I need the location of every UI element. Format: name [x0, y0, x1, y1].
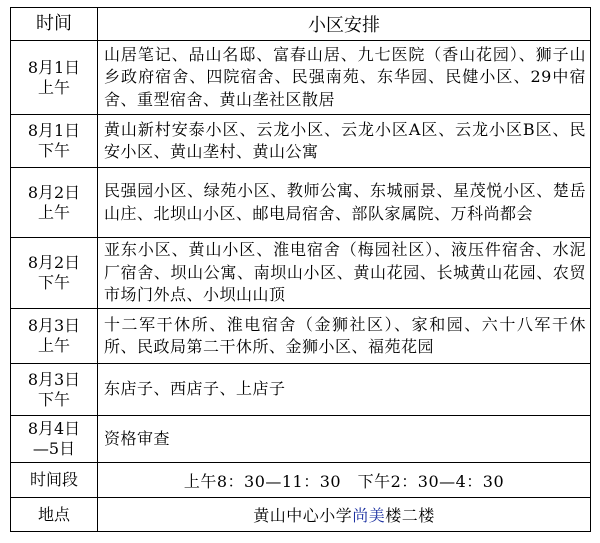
row-time: 8月3日 上午: [11, 309, 98, 364]
row-time: 8月2日 上午: [11, 168, 98, 238]
row-time: 8月1日 上午: [11, 41, 98, 115]
row-time: 8月1日 下午: [11, 115, 98, 168]
location-value: [98, 498, 591, 532]
row-content: 十二军干休所、淮电宿舍（金狮社区）、家和园、六十八军干休所、民政局第二干休所、金狮小区、福苑花园: [98, 309, 591, 364]
location-row: [11, 498, 591, 532]
location-value-part1: 黄山中心小学: [253, 506, 353, 525]
row-time: 8月4日 —5日: [11, 416, 98, 463]
table-row: [11, 168, 591, 238]
table-header-row: [11, 8, 591, 41]
time-period-label: 时间段: [11, 463, 98, 498]
row-time: 8月3日 下午: [11, 364, 98, 416]
row-content: 东店子、西店子、上店子: [98, 364, 591, 416]
location-value-part3: 楼二楼: [385, 506, 435, 525]
table-row: [11, 309, 591, 364]
row-content: 亚东小区、黄山小区、淮电宿舍（梅园社区）、液压件宿舍、水泥厂宿舍、坝山公寓、南坝山小区、黄山花园、长城黄山花园、农贸市场门外点、小坝山山顶: [98, 238, 591, 309]
row-time: 8月2日 下午: [11, 238, 98, 309]
table-row: [11, 41, 591, 115]
location-label: 地点: [11, 498, 98, 532]
row-content: 山居笔记、品山名邸、富春山居、九七医院（香山花园）、狮子山乡政府宿舍、四院宿舍、民强南苑、东华园、民健小区、29中宿舍、重型宿舍、黄山垄社区散居: [98, 41, 591, 115]
table-row: [11, 416, 591, 463]
time-period-row: [11, 463, 591, 498]
row-content: 黄山新村安泰小区、云龙小区、云龙小区A区、云龙小区B区、民安小区、黄山垄村、黄山公寓: [98, 115, 591, 168]
header-time: 时间: [11, 8, 98, 41]
schedule-table: [10, 7, 591, 532]
header-arrangement: 小区安排: [98, 8, 591, 41]
table-row: [11, 115, 591, 168]
table-row: [11, 238, 591, 309]
row-content: 资格审查: [98, 416, 591, 463]
location-value-highlight: 尚美: [352, 506, 386, 525]
table-row: [11, 364, 591, 416]
time-period-value: 上午8：30—11：30 下午2：30—4：30: [98, 463, 591, 498]
row-content: 民强园小区、绿苑小区、教师公寓、东城丽景、星茂悦小区、楚岳山庄、北坝山小区、邮电局宿舍、部队家属院、万科尚都会: [98, 168, 591, 238]
